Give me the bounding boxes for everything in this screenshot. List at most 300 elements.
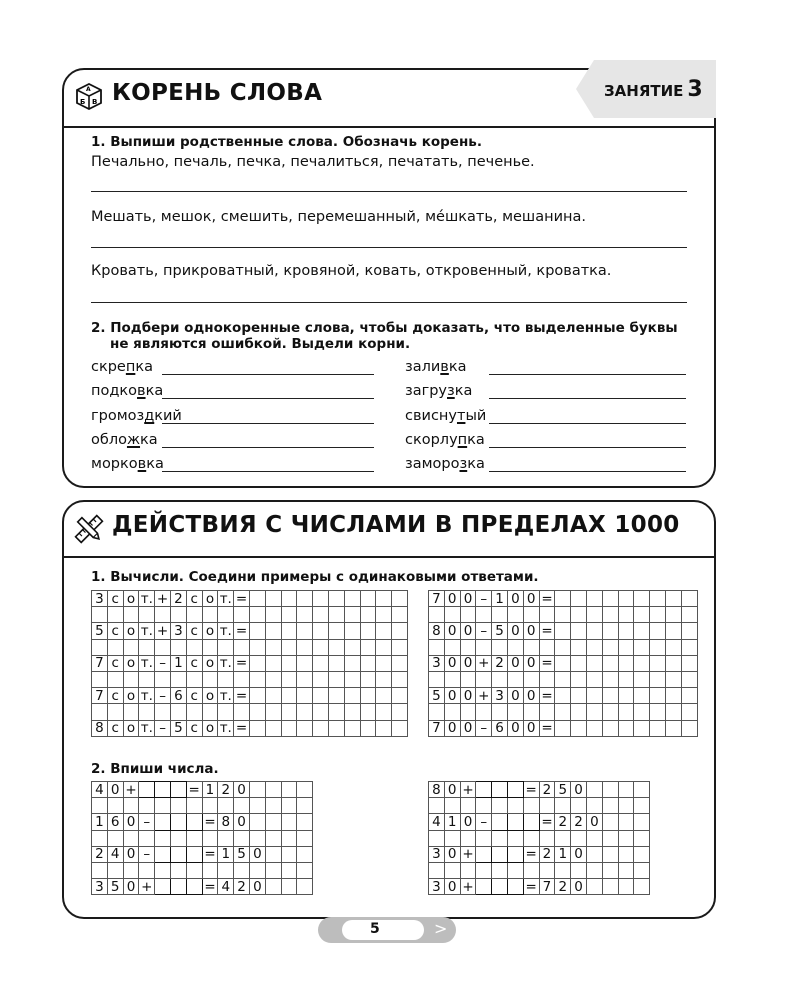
answer-box[interactable] <box>186 846 202 862</box>
grid-cell[interactable] <box>297 782 313 798</box>
grid-cell[interactable] <box>392 639 408 655</box>
answer-line[interactable] <box>162 423 374 424</box>
grid-cell[interactable] <box>429 798 445 814</box>
grid-cell[interactable] <box>634 782 650 798</box>
grid-cell[interactable] <box>507 830 523 846</box>
grid-cell[interactable] <box>618 862 634 878</box>
grid-cell[interactable] <box>492 639 508 655</box>
grid-cell[interactable] <box>265 846 281 862</box>
grid-cell[interactable] <box>186 671 202 687</box>
grid-cell[interactable] <box>360 591 376 607</box>
answer-box[interactable] <box>139 782 155 798</box>
grid-cell[interactable] <box>492 607 508 623</box>
grid-cell[interactable] <box>571 639 587 655</box>
grid-cell[interactable] <box>507 862 523 878</box>
grid-cell[interactable] <box>218 798 234 814</box>
grid-cell[interactable] <box>313 671 329 687</box>
grid-cell[interactable] <box>618 720 634 736</box>
grid-cell[interactable] <box>665 591 681 607</box>
grid-cell[interactable] <box>539 798 555 814</box>
grid-cell[interactable] <box>476 704 492 720</box>
grid-cell[interactable] <box>571 830 587 846</box>
grid-cell[interactable] <box>429 671 445 687</box>
grid-cell[interactable] <box>234 830 250 846</box>
grid-cell[interactable] <box>555 862 571 878</box>
grid-cell[interactable] <box>202 798 218 814</box>
grid-cell[interactable] <box>281 879 297 895</box>
grid-cell[interactable] <box>218 830 234 846</box>
grid-cell[interactable] <box>539 704 555 720</box>
grid-cell[interactable] <box>281 591 297 607</box>
grid-cell[interactable] <box>681 688 697 704</box>
grid-cell[interactable] <box>634 862 650 878</box>
grid-cell[interactable] <box>602 607 618 623</box>
grid-cell[interactable] <box>681 639 697 655</box>
grid-cell[interactable] <box>460 607 476 623</box>
grid-cell[interactable] <box>429 862 445 878</box>
answer-line[interactable] <box>489 374 686 375</box>
grid-cell[interactable] <box>650 591 666 607</box>
grid-cell[interactable] <box>297 798 313 814</box>
grid-cell[interactable] <box>681 671 697 687</box>
grid-cell[interactable] <box>634 655 650 671</box>
grid-cell[interactable] <box>281 655 297 671</box>
grid-cell[interactable] <box>523 830 539 846</box>
grid-cell[interactable] <box>460 639 476 655</box>
answer-box[interactable] <box>492 846 508 862</box>
grid-cell[interactable] <box>360 639 376 655</box>
grid-cell[interactable] <box>328 591 344 607</box>
next-page-arrow-icon[interactable]: > <box>434 919 448 938</box>
grid-cell[interactable] <box>234 607 250 623</box>
grid-cell[interactable] <box>602 830 618 846</box>
grid-cell[interactable] <box>681 655 697 671</box>
answer-line[interactable] <box>162 471 374 472</box>
grid-cell[interactable] <box>476 862 492 878</box>
grid-cell[interactable] <box>507 671 523 687</box>
grid-cell[interactable] <box>170 607 186 623</box>
grid-cell[interactable] <box>602 591 618 607</box>
grid-cell[interactable] <box>344 607 360 623</box>
grid-cell[interactable] <box>618 798 634 814</box>
grid-cell[interactable] <box>218 862 234 878</box>
grid-cell[interactable] <box>555 830 571 846</box>
grid-cell[interactable] <box>555 720 571 736</box>
grid-cell[interactable] <box>634 671 650 687</box>
grid-cell[interactable] <box>392 704 408 720</box>
grid-cell[interactable] <box>297 879 313 895</box>
grid-cell[interactable] <box>392 607 408 623</box>
grid-cell[interactable] <box>602 798 618 814</box>
grid-cell[interactable] <box>123 798 139 814</box>
grid-cell[interactable] <box>681 704 697 720</box>
grid-cell[interactable] <box>571 862 587 878</box>
grid-cell[interactable] <box>281 639 297 655</box>
grid-cell[interactable] <box>618 607 634 623</box>
grid-cell[interactable] <box>602 655 618 671</box>
grid-cell[interactable] <box>681 591 697 607</box>
grid-cell[interactable] <box>265 607 281 623</box>
grid-cell[interactable] <box>92 704 108 720</box>
grid-cell[interactable] <box>571 720 587 736</box>
grid-cell[interactable] <box>460 862 476 878</box>
grid-cell[interactable] <box>281 623 297 639</box>
grid-cell[interactable] <box>139 671 155 687</box>
grid-cell[interactable] <box>249 655 265 671</box>
grid-cell[interactable] <box>281 862 297 878</box>
grid-cell[interactable] <box>107 798 123 814</box>
grid-cell[interactable] <box>492 830 508 846</box>
grid-cell[interactable] <box>155 671 171 687</box>
grid-cell[interactable] <box>444 607 460 623</box>
grid-cell[interactable] <box>586 830 602 846</box>
grid-cell[interactable] <box>634 688 650 704</box>
grid-cell[interactable] <box>313 639 329 655</box>
grid-cell[interactable] <box>429 830 445 846</box>
grid-cell[interactable] <box>634 830 650 846</box>
grid-cell[interactable] <box>586 798 602 814</box>
grid-cell[interactable] <box>328 720 344 736</box>
grid-cell[interactable] <box>492 704 508 720</box>
answer-box[interactable] <box>492 814 508 830</box>
grid-cell[interactable] <box>265 782 281 798</box>
answer-box[interactable] <box>507 879 523 895</box>
answer-box[interactable] <box>155 879 171 895</box>
grid-cell[interactable] <box>681 623 697 639</box>
grid-cell[interactable] <box>634 623 650 639</box>
answer-line[interactable] <box>162 447 374 448</box>
grid-cell[interactable] <box>186 639 202 655</box>
grid-cell[interactable] <box>602 782 618 798</box>
grid-cell[interactable] <box>234 862 250 878</box>
grid-cell[interactable] <box>155 830 171 846</box>
grid-cell[interactable] <box>555 607 571 623</box>
grid-cell[interactable] <box>523 704 539 720</box>
grid-cell[interactable] <box>297 814 313 830</box>
grid-cell[interactable] <box>681 607 697 623</box>
grid-cell[interactable] <box>602 639 618 655</box>
grid-cell[interactable] <box>249 591 265 607</box>
grid-cell[interactable] <box>586 623 602 639</box>
grid-cell[interactable] <box>281 688 297 704</box>
answer-box[interactable] <box>476 879 492 895</box>
grid-cell[interactable] <box>634 639 650 655</box>
grid-cell[interactable] <box>186 798 202 814</box>
grid-cell[interactable] <box>344 655 360 671</box>
grid-cell[interactable] <box>297 846 313 862</box>
grid-cell[interactable] <box>586 688 602 704</box>
grid-cell[interactable] <box>392 623 408 639</box>
grid-cell[interactable] <box>297 720 313 736</box>
grid-cell[interactable] <box>634 846 650 862</box>
grid-cell[interactable] <box>249 814 265 830</box>
grid-cell[interactable] <box>523 671 539 687</box>
grid-cell[interactable] <box>234 639 250 655</box>
grid-cell[interactable] <box>123 830 139 846</box>
grid-cell[interactable] <box>202 830 218 846</box>
grid-cell[interactable] <box>328 607 344 623</box>
grid-cell[interactable] <box>249 798 265 814</box>
answer-box[interactable] <box>186 814 202 830</box>
grid-cell[interactable] <box>492 862 508 878</box>
grid-cell[interactable] <box>360 688 376 704</box>
grid-cell[interactable] <box>155 704 171 720</box>
grid-cell[interactable] <box>634 720 650 736</box>
answer-box[interactable] <box>170 814 186 830</box>
grid-cell[interactable] <box>650 671 666 687</box>
grid-cell[interactable] <box>360 704 376 720</box>
grid-cell[interactable] <box>429 704 445 720</box>
grid-cell[interactable] <box>586 704 602 720</box>
grid-cell[interactable] <box>539 671 555 687</box>
grid-cell[interactable] <box>665 639 681 655</box>
grid-cell[interactable] <box>392 655 408 671</box>
grid-cell[interactable] <box>586 639 602 655</box>
grid-cell[interactable] <box>602 879 618 895</box>
grid-cell[interactable] <box>123 704 139 720</box>
answer-line[interactable] <box>489 398 686 399</box>
grid-cell[interactable] <box>650 688 666 704</box>
grid-cell[interactable] <box>281 704 297 720</box>
answer-box[interactable] <box>492 782 508 798</box>
grid-cell[interactable] <box>202 862 218 878</box>
grid-cell[interactable] <box>665 623 681 639</box>
answer-box[interactable] <box>170 879 186 895</box>
grid-cell[interactable] <box>265 798 281 814</box>
grid-cell[interactable] <box>618 830 634 846</box>
grid-cell[interactable] <box>265 688 281 704</box>
grid-cell[interactable] <box>602 862 618 878</box>
grid-cell[interactable] <box>665 704 681 720</box>
grid-cell[interactable] <box>586 607 602 623</box>
grid-cell[interactable] <box>376 655 392 671</box>
grid-cell[interactable] <box>392 671 408 687</box>
grid-cell[interactable] <box>170 830 186 846</box>
grid-cell[interactable] <box>507 704 523 720</box>
grid-cell[interactable] <box>186 862 202 878</box>
grid-cell[interactable] <box>265 671 281 687</box>
grid-cell[interactable] <box>313 623 329 639</box>
grid-cell[interactable] <box>218 639 234 655</box>
grid-cell[interactable] <box>360 607 376 623</box>
grid-cell[interactable] <box>328 704 344 720</box>
grid-cell[interactable] <box>571 623 587 639</box>
grid-cell[interactable] <box>297 623 313 639</box>
grid-cell[interactable] <box>123 671 139 687</box>
grid-cell[interactable] <box>618 814 634 830</box>
grid-cell[interactable] <box>360 655 376 671</box>
grid-cell[interactable] <box>539 862 555 878</box>
grid-cell[interactable] <box>571 655 587 671</box>
grid-cell[interactable] <box>376 720 392 736</box>
grid-cell[interactable] <box>281 671 297 687</box>
grid-cell[interactable] <box>665 720 681 736</box>
grid-cell[interactable] <box>297 862 313 878</box>
grid-cell[interactable] <box>539 607 555 623</box>
grid-cell[interactable] <box>476 671 492 687</box>
grid-cell[interactable] <box>618 671 634 687</box>
grid-cell[interactable] <box>265 862 281 878</box>
grid-cell[interactable] <box>249 623 265 639</box>
grid-cell[interactable] <box>123 607 139 623</box>
grid-cell[interactable] <box>618 639 634 655</box>
grid-cell[interactable] <box>634 591 650 607</box>
grid-cell[interactable] <box>328 671 344 687</box>
grid-cell[interactable] <box>586 846 602 862</box>
grid-cell[interactable] <box>313 704 329 720</box>
answer-box[interactable] <box>155 782 171 798</box>
grid-cell[interactable] <box>392 688 408 704</box>
grid-cell[interactable] <box>328 639 344 655</box>
grid-cell[interactable] <box>586 655 602 671</box>
grid-cell[interactable] <box>602 671 618 687</box>
grid-cell[interactable] <box>281 720 297 736</box>
answer-box[interactable] <box>186 879 202 895</box>
answer-box[interactable] <box>492 879 508 895</box>
grid-cell[interactable] <box>555 591 571 607</box>
grid-cell[interactable] <box>618 591 634 607</box>
grid-cell[interactable] <box>92 830 108 846</box>
grid-cell[interactable] <box>218 704 234 720</box>
grid-cell[interactable] <box>460 798 476 814</box>
grid-cell[interactable] <box>634 814 650 830</box>
grid-cell[interactable] <box>328 688 344 704</box>
grid-cell[interactable] <box>650 704 666 720</box>
grid-cell[interactable] <box>186 607 202 623</box>
grid-cell[interactable] <box>507 607 523 623</box>
grid-cell[interactable] <box>234 798 250 814</box>
grid-cell[interactable] <box>202 671 218 687</box>
grid-cell[interactable] <box>602 846 618 862</box>
grid-cell[interactable] <box>155 798 171 814</box>
grid-cell[interactable] <box>602 814 618 830</box>
grid-cell[interactable] <box>123 639 139 655</box>
grid-cell[interactable] <box>492 798 508 814</box>
grid-cell[interactable] <box>523 862 539 878</box>
grid-cell[interactable] <box>586 671 602 687</box>
grid-cell[interactable] <box>444 671 460 687</box>
grid-cell[interactable] <box>186 830 202 846</box>
grid-cell[interactable] <box>123 862 139 878</box>
grid-cell[interactable] <box>249 782 265 798</box>
grid-cell[interactable] <box>139 704 155 720</box>
grid-cell[interactable] <box>665 688 681 704</box>
grid-cell[interactable] <box>344 671 360 687</box>
grid-cell[interactable] <box>476 607 492 623</box>
answer-box[interactable] <box>476 782 492 798</box>
grid-cell[interactable] <box>92 798 108 814</box>
grid-cell[interactable] <box>297 671 313 687</box>
grid-cell[interactable] <box>555 704 571 720</box>
grid-cell[interactable] <box>202 704 218 720</box>
grid-cell[interactable] <box>249 720 265 736</box>
grid-cell[interactable] <box>539 830 555 846</box>
grid-cell[interactable] <box>328 623 344 639</box>
answer-box[interactable] <box>155 846 171 862</box>
grid-cell[interactable] <box>107 607 123 623</box>
grid-cell[interactable] <box>523 798 539 814</box>
answer-line[interactable] <box>162 398 374 399</box>
grid-cell[interactable] <box>376 623 392 639</box>
grid-cell[interactable] <box>681 720 697 736</box>
grid-cell[interactable] <box>249 704 265 720</box>
grid-cell[interactable] <box>586 862 602 878</box>
grid-cell[interactable] <box>344 591 360 607</box>
grid-cell[interactable] <box>139 830 155 846</box>
grid-cell[interactable] <box>218 607 234 623</box>
grid-cell[interactable] <box>618 655 634 671</box>
grid-cell[interactable] <box>460 671 476 687</box>
grid-cell[interactable] <box>92 607 108 623</box>
grid-cell[interactable] <box>265 655 281 671</box>
grid-cell[interactable] <box>460 704 476 720</box>
grid-cell[interactable] <box>297 830 313 846</box>
grid-cell[interactable] <box>234 704 250 720</box>
grid-cell[interactable] <box>249 688 265 704</box>
grid-cell[interactable] <box>634 607 650 623</box>
grid-cell[interactable] <box>202 607 218 623</box>
grid-cell[interactable] <box>249 671 265 687</box>
grid-cell[interactable] <box>476 830 492 846</box>
grid-cell[interactable] <box>376 639 392 655</box>
grid-cell[interactable] <box>107 639 123 655</box>
grid-cell[interactable] <box>218 671 234 687</box>
grid-cell[interactable] <box>650 639 666 655</box>
grid-cell[interactable] <box>492 671 508 687</box>
grid-cell[interactable] <box>634 798 650 814</box>
answer-line[interactable] <box>489 471 686 472</box>
grid-cell[interactable] <box>665 607 681 623</box>
grid-cell[interactable] <box>155 639 171 655</box>
grid-cell[interactable] <box>507 639 523 655</box>
grid-cell[interactable] <box>602 720 618 736</box>
grid-cell[interactable] <box>523 607 539 623</box>
grid-cell[interactable] <box>376 591 392 607</box>
grid-cell[interactable] <box>328 655 344 671</box>
grid-cell[interactable] <box>555 639 571 655</box>
grid-cell[interactable] <box>571 798 587 814</box>
grid-cell[interactable] <box>139 798 155 814</box>
grid-cell[interactable] <box>107 704 123 720</box>
grid-cell[interactable] <box>107 671 123 687</box>
grid-cell[interactable] <box>249 639 265 655</box>
grid-cell[interactable] <box>460 830 476 846</box>
answer-line[interactable] <box>489 447 686 448</box>
grid-cell[interactable] <box>586 591 602 607</box>
grid-cell[interactable] <box>650 623 666 639</box>
grid-cell[interactable] <box>92 862 108 878</box>
grid-cell[interactable] <box>92 639 108 655</box>
grid-cell[interactable] <box>360 720 376 736</box>
grid-cell[interactable] <box>539 639 555 655</box>
grid-cell[interactable] <box>155 607 171 623</box>
grid-cell[interactable] <box>344 688 360 704</box>
grid-cell[interactable] <box>360 671 376 687</box>
grid-cell[interactable] <box>571 591 587 607</box>
grid-cell[interactable] <box>139 639 155 655</box>
grid-cell[interactable] <box>265 623 281 639</box>
grid-cell[interactable] <box>376 688 392 704</box>
grid-cell[interactable] <box>650 607 666 623</box>
answer-line-2[interactable] <box>91 247 687 248</box>
grid-cell[interactable] <box>650 655 666 671</box>
grid-cell[interactable] <box>555 655 571 671</box>
answer-box[interactable] <box>523 814 539 830</box>
grid-cell[interactable] <box>602 704 618 720</box>
grid-cell[interactable] <box>281 607 297 623</box>
grid-cell[interactable] <box>170 704 186 720</box>
grid-cell[interactable] <box>476 798 492 814</box>
